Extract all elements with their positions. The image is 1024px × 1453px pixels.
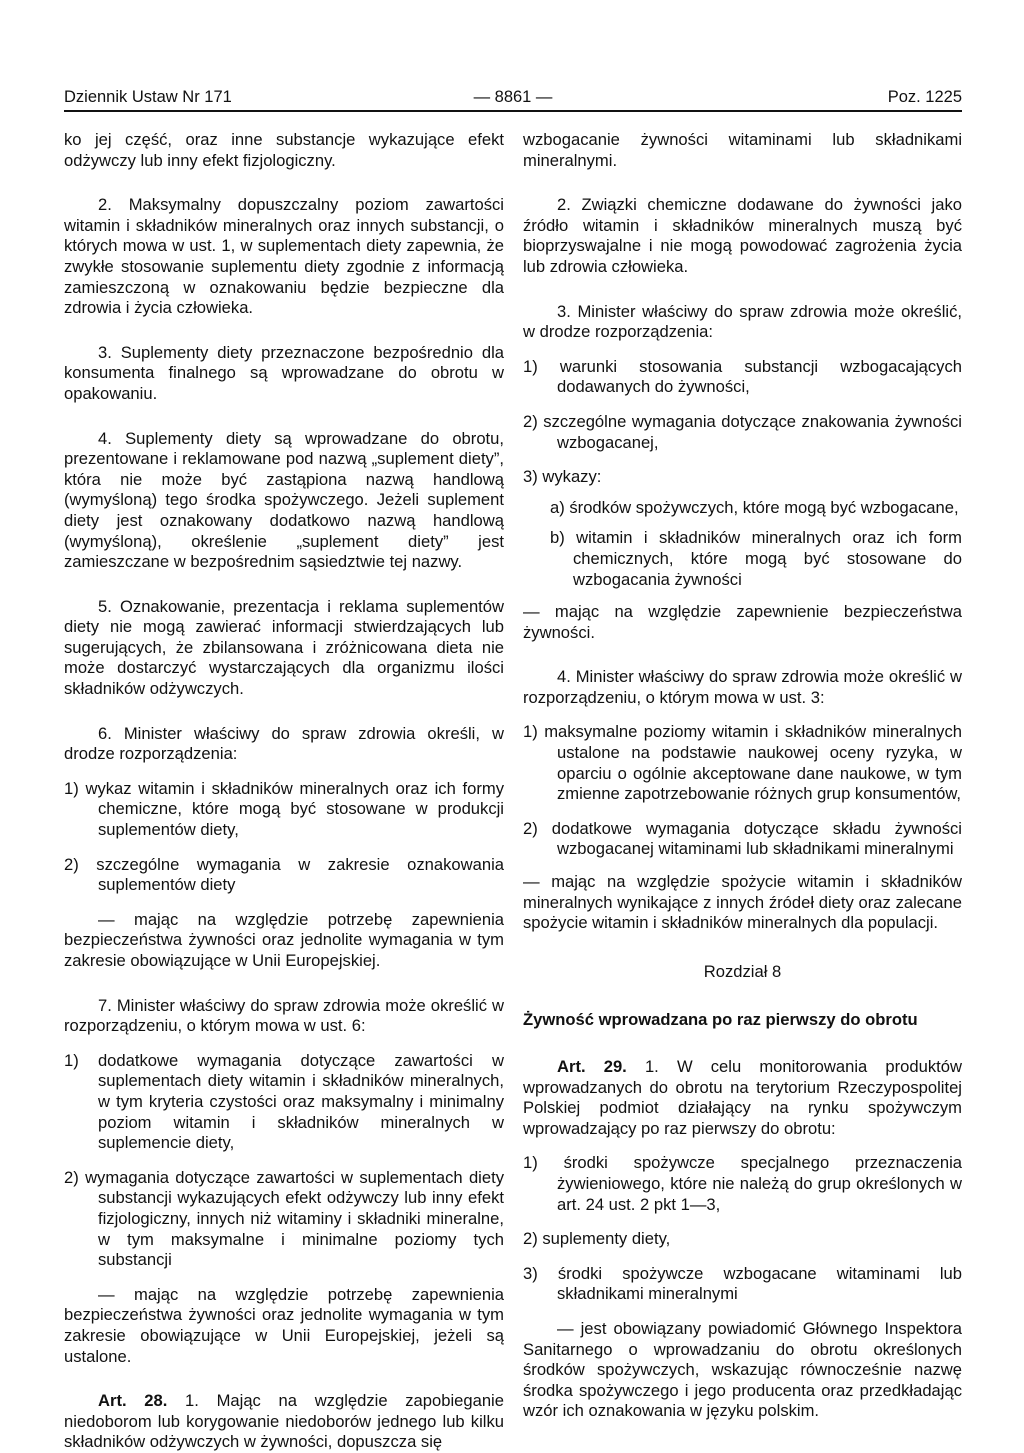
sub-list-item: b) witamin i składników mineralnych oraz ich form chemicznych, które mogą być stosowane do wzbogacania żywności — [550, 528, 962, 589]
page-number: — 8861 — — [473, 88, 553, 106]
list-item: 1) wykaz witamin i składników mineralnych oraz ich formy chemiczne, które mogą być stosowane w produkcji suplementów diety, — [64, 778, 504, 840]
list-item: 2) suplementy diety, — [523, 1229, 671, 1249]
paragraph: — mając na względzie zapewnienie bezpieczeństwa żywności. — [523, 602, 962, 642]
list-item: 1) środki spożywcze specjalnego przeznaczenia żywieniowego, które nie należą do grup określonych w art. 24 ust. 2 pkt 1—3, — [523, 1153, 962, 1214]
paragraph: 6. Minister właściwy do spraw zdrowia określi, w drodze rozporządzenia: — [64, 723, 504, 764]
header-rule — [64, 110, 962, 112]
paragraph: — mając na względzie potrzebę zapewnienia bezpieczeństwa żywności oraz jednolite wymagania w tym zakresie obowiązujące w Unii Europejskiej. — [64, 909, 504, 970]
chapter-number: Rozdział 8 — [703, 961, 782, 981]
position-number: Poz. 1225 — [887, 88, 962, 106]
list-item: 2) dodatkowe wymagania dotyczące składu żywności wzbogacanej witaminami lub składnikami mineralnymi — [523, 818, 962, 859]
article-label: Art. 29. — [557, 1057, 627, 1076]
article-text: 1. Mając na względzie zapobieganie niedoborom lub korygowanie niedoborów jednego lub kilku składników odżywczych w żywności, dopuszcza się — [64, 1391, 504, 1452]
list-item: 2) szczególne wymagania w zakresie oznakowania suplementów diety — [64, 854, 504, 895]
paragraph: 4. Suplementy diety są wprowadzane do obrotu, prezentowane i reklamowane pod nazwą „suplement diety”, która nie może być zastąpiona nazwą handlową (wymyśloną) tego środka spożywczego. Jeżeli suplement diety jest oznakowany dodatkowo nazwą handlową (wymyśloną), określenie „suplement diety” jest zamieszczane w bezpośrednim sąsiedztwie tej nazwy. — [64, 428, 504, 572]
paragraph: ko jej część, oraz inne substancje wykazujące efekt odżywczy lub inny efekt fizjologiczny. — [64, 130, 504, 170]
paragraph: 2. Związki chemiczne dodawane do żywności jako źródło witamin i składników mineralnych muszą być bioprzyswajalne i nie mogą powodować zagrożenia życia lub zdrowia człowieka. — [523, 195, 962, 276]
paragraph: 3. Suplementy diety przeznaczone bezpośrednio dla konsumenta finalnego są wprowadzane do obrotu w opakowaniu. — [64, 342, 504, 403]
paragraph: — mając na względzie potrzebę zapewnienia bezpieczeństwa żywności oraz jednolite wymagania w tym zakresie obowiązujące w Unii Europejskiej, jeżeli są ustalone. — [64, 1284, 504, 1366]
article-paragraph — [64, 1391, 504, 1453]
page-header — [64, 86, 962, 112]
list-item: 2) wymagania dotyczące zawartości w suplementach diety substancji wykazujących efekt odżywczy lub inny efekt fizjologiczny, innych niż witaminy i składniki mineralne, w tym maksymalne i minimalne poziomy tych substancji — [64, 1167, 504, 1270]
list-item: 1) warunki stosowania substancji wzbogacających dodawanych do żywności, — [523, 356, 962, 397]
paragraph: 5. Oznakowanie, prezentacja i reklama suplementów diety nie mogą zawierać informacji stwierdzających lub sugerujących, że zbilansowana i zróżnicowana dieta nie może dostarczyć wystarczających dla organizmu ilości składników odżywczych. — [64, 596, 504, 699]
paragraph: 7. Minister właściwy do spraw zdrowia może określić w rozporządzeniu, o którym mowa w ust. 6: — [64, 995, 504, 1036]
list-item: 3) środki spożywcze wzbogacane witaminami lub składnikami mineralnymi — [523, 1263, 962, 1304]
paragraph: 2. Maksymalny dopuszczalny poziom zawartości witamin i składników mineralnych oraz innych substancji, o których mowa w ust. 1, w suplementach diety zapewnia, że zwykłe stosowanie suplementu diety zgodnie z informacją zamieszczoną w oznakowaniu będzie bezpieczne dla zdrowia i życia człowieka. — [64, 195, 504, 318]
paragraph: — jest obowiązany powiadomić Głównego Inspektora Sanitarnego o wprowadzaniu do obrotu określonych środków spożywczych, wskazując równocześnie nazwę środka spożywczego i jego producenta oraz przedkładając wzór ich oznakowania w języku polskim. — [523, 1318, 962, 1421]
paragraph: — mając na względzie spożycie witamin i składników mineralnych wynikające z innych źródeł diety oraz zalecane spożycie witamin i składników mineralnych dla populacji. — [523, 872, 962, 933]
paragraph: 4. Minister właściwy do spraw zdrowia może określić w rozporządzeniu, o którym mowa w ust. 3: — [523, 667, 962, 707]
sub-list-item: a) środków spożywczych, które mogą być wzbogacane, — [550, 497, 959, 517]
journal-title: Dziennik Ustaw Nr 171 — [64, 88, 232, 106]
left-column — [64, 126, 504, 1453]
list-item: 1) dodatkowe wymagania dotyczące zawartości w suplementach diety witamin i składników mineralnych, w tym kryteria czystości oraz maksymalny i minimalny poziom witamin i składników mineralnych w suplemencie diety, — [64, 1050, 504, 1153]
list-item: 3) wykazy: — [523, 467, 602, 487]
paragraph: wzbogacanie żywności witaminami lub składnikami mineralnymi. — [523, 130, 962, 170]
article-paragraph — [523, 1057, 962, 1139]
right-column — [523, 126, 962, 1422]
list-item: 1) maksymalne poziomy witamin i składników mineralnych ustalone na podstawie naukowej oceny ryzyka, w oparciu o ogólnie akceptowane dane naukowe, w tym zmienne zapotrzebowanie różnych grup konsumentów, — [523, 722, 962, 804]
article-label: Art. 28. — [98, 1391, 168, 1411]
paragraph: 3. Minister właściwy do spraw zdrowia może określić, w drodze rozporządzenia: — [523, 301, 962, 342]
list-item: 2) szczególne wymagania dotyczące znakowania żywności wzbogacanej, — [523, 411, 962, 452]
article-text: 1. W celu monitorowania produktów wprowadzanych do obrotu na terytorium Rzeczypospolitej Polskiej podmiot działający na rynku spożywczym wprowadzający po raz pierwszy do obrotu: — [523, 1057, 962, 1138]
chapter-title: Żywność wprowadzana po raz pierwszy do obrotu — [523, 1010, 918, 1030]
